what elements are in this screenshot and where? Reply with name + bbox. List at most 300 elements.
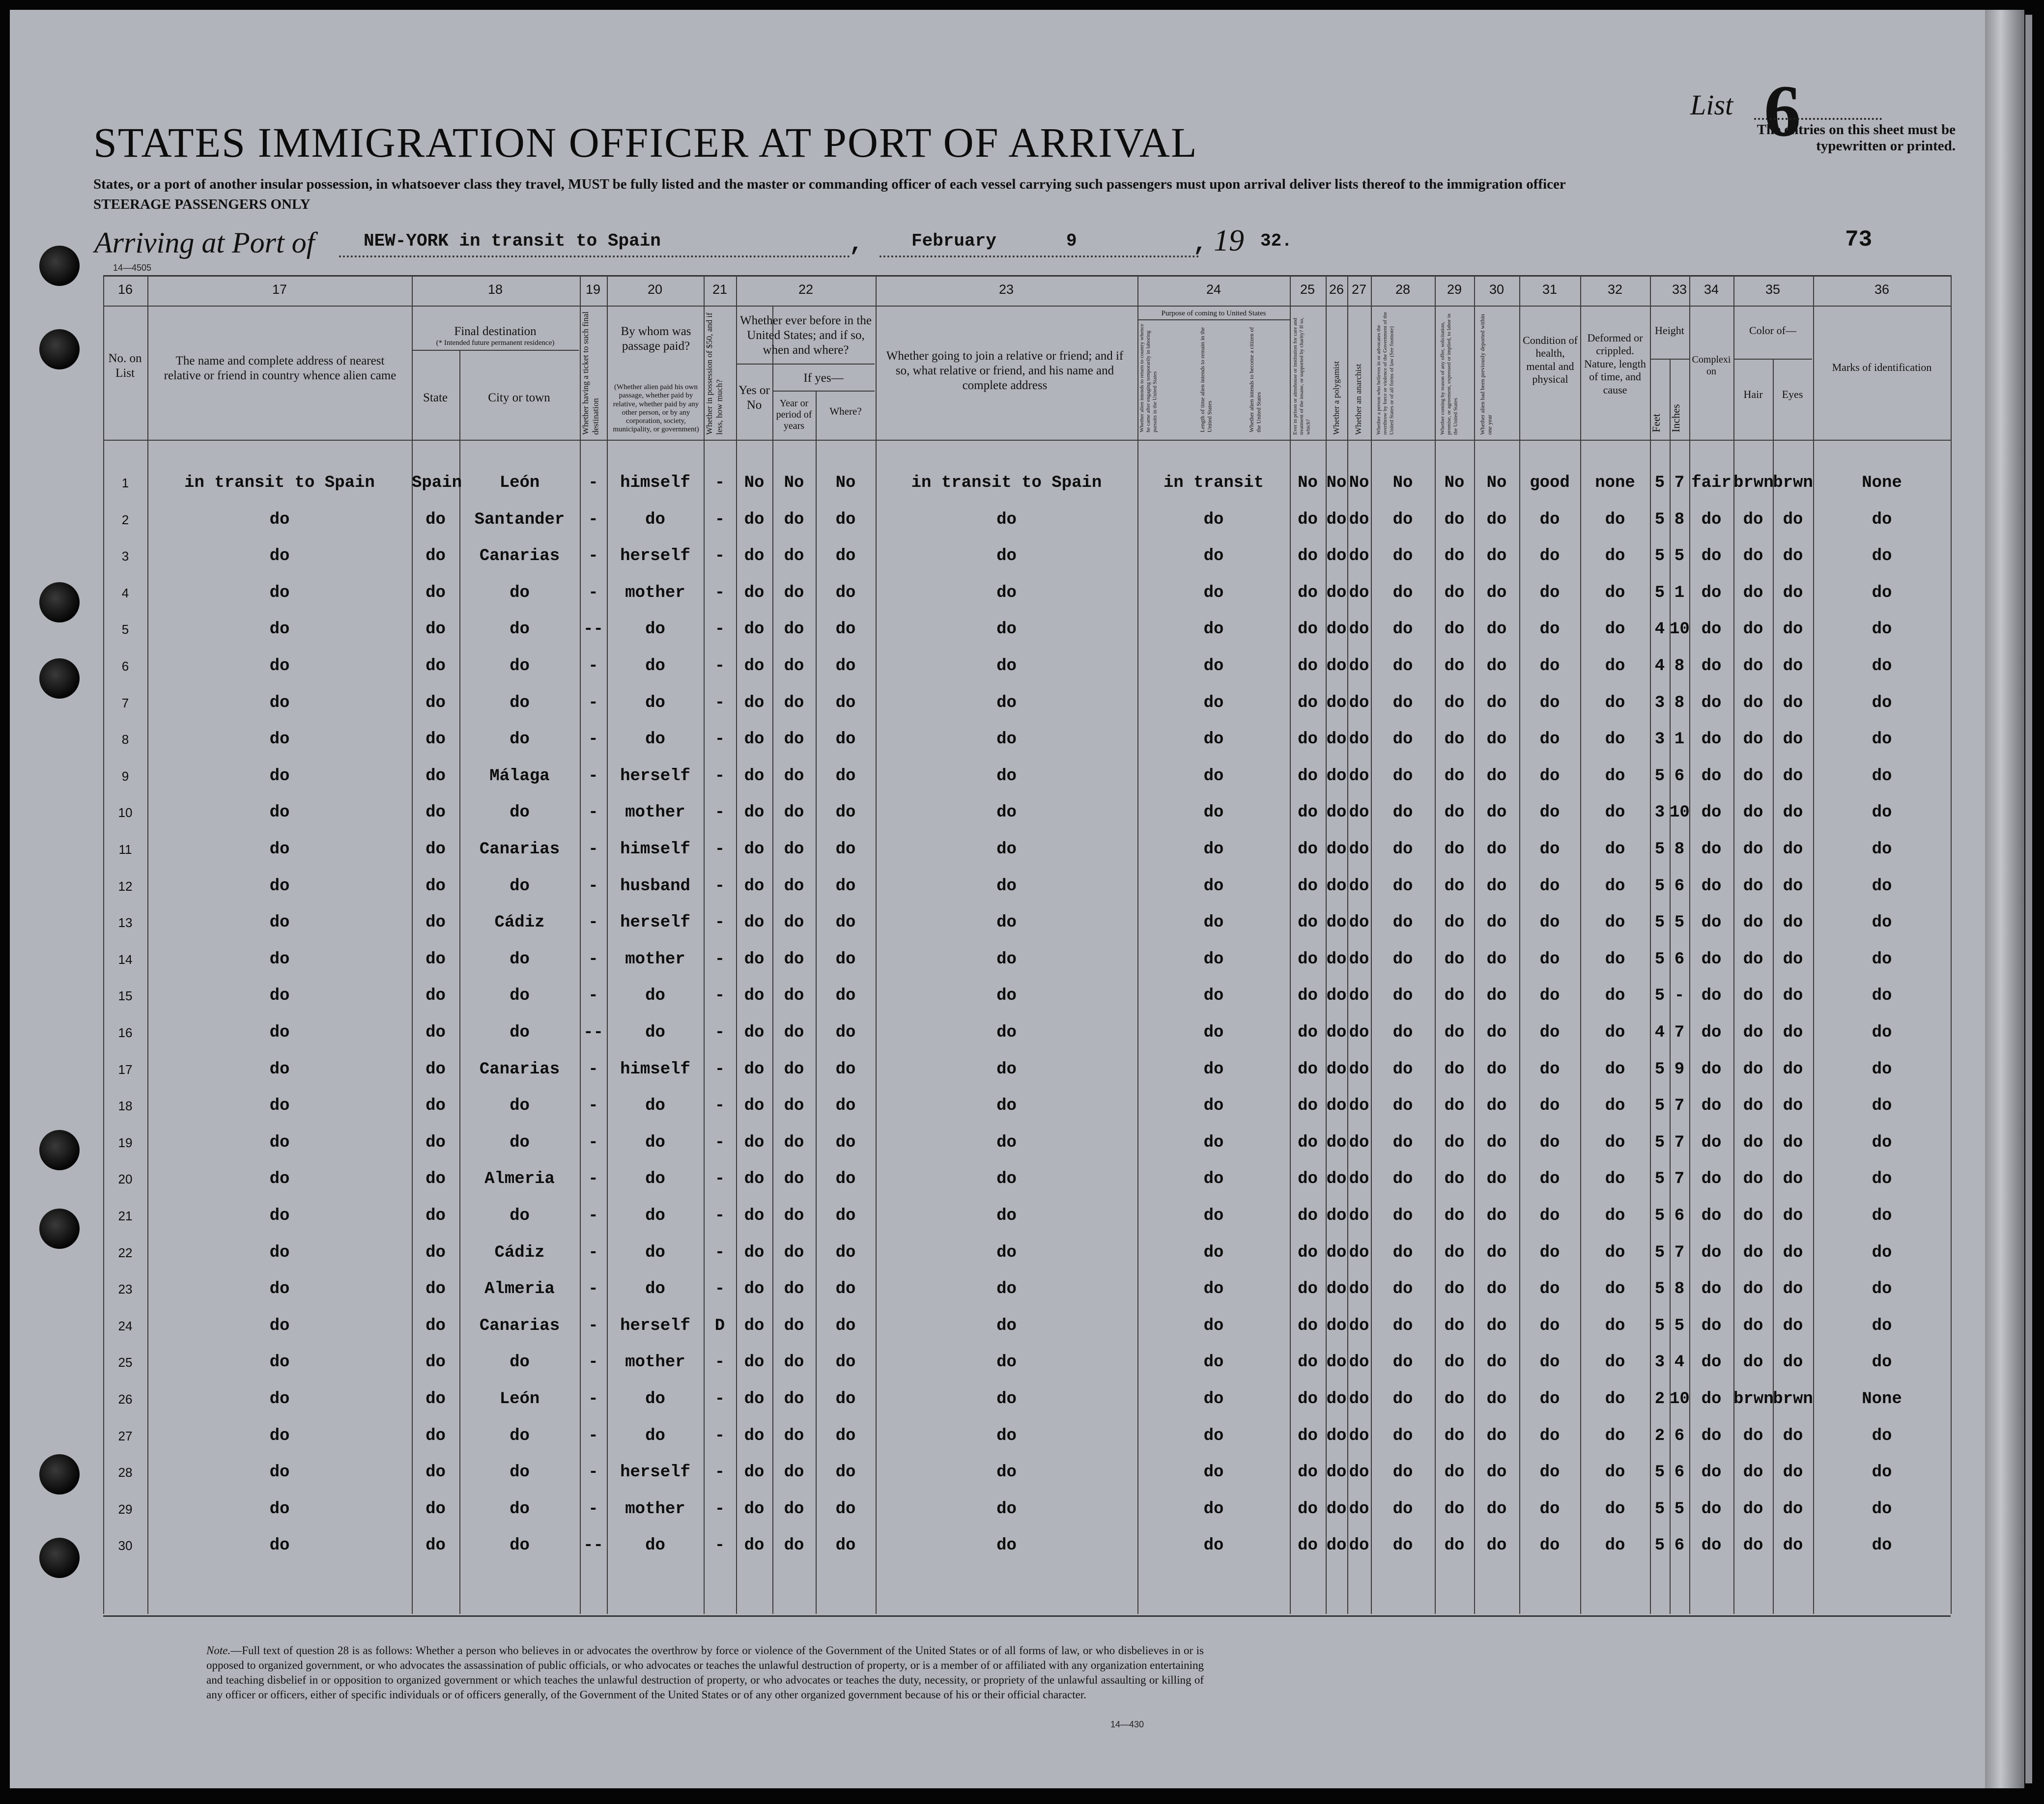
cell-ft: 5 bbox=[1654, 547, 1665, 566]
cell-c29: do bbox=[1444, 1463, 1465, 1482]
cell-c29: do bbox=[1444, 620, 1465, 639]
cell-ft: 5 bbox=[1654, 474, 1665, 492]
cell-c17: do bbox=[269, 510, 290, 529]
cell-c34: do bbox=[1701, 1536, 1722, 1555]
cell-wh: do bbox=[835, 1536, 856, 1555]
cell-c24: do bbox=[1203, 510, 1224, 529]
cell-c17: do bbox=[269, 876, 290, 896]
cell-c30: do bbox=[1486, 1536, 1507, 1555]
cell-state: do bbox=[426, 620, 446, 639]
cell-c28: do bbox=[1392, 1060, 1413, 1079]
cell-c31: do bbox=[1539, 1353, 1560, 1372]
cell-c27: do bbox=[1349, 510, 1369, 529]
cell-c23: do bbox=[996, 1499, 1017, 1519]
cell-c36: do bbox=[1872, 876, 1892, 896]
cell-wh: do bbox=[835, 1243, 856, 1262]
cell-c26: do bbox=[1326, 1133, 1347, 1152]
cell-c31: do bbox=[1539, 1133, 1560, 1152]
header-purpose: Purpose of coming to United States bbox=[1161, 310, 1266, 317]
before-in-us-rule bbox=[737, 364, 875, 365]
cell-c27: do bbox=[1349, 1426, 1369, 1445]
table-row bbox=[0, 1130, 2044, 1155]
cell-state: do bbox=[426, 1499, 446, 1519]
cell-yn: No bbox=[744, 474, 765, 492]
cell-c23: do bbox=[996, 1023, 1017, 1042]
cell-in: 5 bbox=[1674, 1316, 1685, 1335]
header-purpose-length: Length of time alien intends to remain in the United States bbox=[1199, 327, 1213, 432]
cell-c24: do bbox=[1203, 1097, 1224, 1116]
cell-c25: do bbox=[1298, 1060, 1318, 1079]
header-final-destination: Final destination bbox=[454, 325, 537, 338]
cell-c28: No bbox=[1392, 474, 1413, 492]
cell-c34: do bbox=[1701, 547, 1722, 566]
cell-c32: do bbox=[1605, 657, 1625, 676]
cell-yn: do bbox=[744, 1097, 765, 1116]
cell-in: 7 bbox=[1674, 1243, 1685, 1262]
cell-c21: - bbox=[714, 803, 725, 822]
day-value: 9 bbox=[1066, 231, 1077, 251]
header-passage-paid: By whom was passage paid? bbox=[621, 325, 691, 353]
table-row bbox=[0, 1277, 2044, 1301]
cell-c24: do bbox=[1203, 1499, 1224, 1519]
cell-city: do bbox=[510, 657, 530, 676]
cell-city: do bbox=[510, 803, 530, 822]
cell-c31: do bbox=[1539, 1060, 1560, 1079]
cell-c20: himself bbox=[620, 474, 690, 492]
cell-wh: do bbox=[835, 950, 856, 969]
cell-c19: - bbox=[588, 730, 598, 749]
cell-c36: do bbox=[1872, 913, 1892, 932]
table-row bbox=[0, 1424, 2044, 1448]
cell-c17: do bbox=[269, 1536, 290, 1555]
cell-c21: - bbox=[714, 766, 725, 786]
row-number: 4 bbox=[121, 585, 129, 600]
row-number: 15 bbox=[118, 988, 133, 1004]
cell-c36: do bbox=[1872, 1170, 1892, 1189]
table-row bbox=[0, 1387, 2044, 1411]
cell-state: do bbox=[426, 693, 446, 712]
cell-c26: do bbox=[1326, 1097, 1347, 1116]
list-number: 6 bbox=[1764, 70, 1801, 152]
cell-city: do bbox=[510, 620, 530, 639]
cell-c26: do bbox=[1326, 803, 1347, 822]
cell-city: do bbox=[510, 1463, 530, 1482]
cell-c34: do bbox=[1701, 1170, 1722, 1189]
cell-c31: do bbox=[1539, 657, 1560, 676]
cell-c17: do bbox=[269, 1023, 290, 1042]
cell-eyes: do bbox=[1783, 1426, 1803, 1445]
cell-c29: do bbox=[1444, 1499, 1465, 1519]
column-number: 26 bbox=[1329, 282, 1344, 297]
cell-yr: do bbox=[784, 510, 804, 529]
cell-c32: do bbox=[1605, 1243, 1625, 1262]
cell-c36: do bbox=[1872, 1353, 1892, 1372]
cell-c32: do bbox=[1605, 547, 1625, 566]
row-number: 11 bbox=[118, 842, 132, 857]
column-number: 19 bbox=[585, 282, 601, 297]
cell-ft: 5 bbox=[1654, 1499, 1665, 1519]
cell-c21: - bbox=[714, 1023, 725, 1042]
cell-c29: do bbox=[1444, 950, 1465, 969]
cell-c28: do bbox=[1392, 840, 1413, 859]
header-final-destination-note: (* Intended future permanent residence) bbox=[436, 339, 555, 347]
cell-ft: 3 bbox=[1654, 803, 1665, 822]
cell-c21: - bbox=[714, 1060, 725, 1079]
cell-state: do bbox=[426, 1097, 446, 1116]
row-number: 23 bbox=[118, 1282, 133, 1297]
cell-c31: do bbox=[1539, 1170, 1560, 1189]
table-row bbox=[0, 654, 2044, 678]
port-value: NEW-YORK in transit to Spain bbox=[364, 231, 661, 251]
cell-c25: No bbox=[1298, 474, 1318, 492]
cell-c21: - bbox=[714, 510, 725, 529]
cell-yr: do bbox=[784, 1280, 804, 1299]
cell-ft: 5 bbox=[1654, 1207, 1665, 1225]
cell-c32: do bbox=[1605, 1463, 1625, 1482]
cell-c27: do bbox=[1349, 1207, 1369, 1225]
column-number: 18 bbox=[487, 282, 503, 297]
cell-c20: do bbox=[645, 1280, 665, 1299]
cell-eyes: do bbox=[1783, 1316, 1803, 1335]
cell-ft: 5 bbox=[1654, 876, 1665, 896]
arriving-label: Arriving at Port of bbox=[94, 226, 315, 259]
cell-c26: do bbox=[1326, 1023, 1347, 1042]
page-number: 73 bbox=[1845, 227, 1873, 253]
cell-c28: do bbox=[1392, 547, 1413, 566]
cell-eyes: do bbox=[1783, 1536, 1803, 1555]
cell-ft: 5 bbox=[1654, 1463, 1665, 1482]
cell-ft: 5 bbox=[1654, 583, 1665, 602]
cell-c17: do bbox=[269, 1463, 290, 1482]
header-city: City or town bbox=[488, 391, 550, 404]
header-nearest-relative: The name and complete address of nearest relative or friend in country whence alien came bbox=[164, 354, 397, 382]
cell-wh: do bbox=[835, 840, 856, 859]
cell-state: do bbox=[426, 1280, 446, 1299]
cell-hair: brwn bbox=[1733, 474, 1774, 492]
cell-eyes: brwn bbox=[1773, 474, 1813, 492]
cell-c34: do bbox=[1701, 766, 1722, 786]
cell-c27: do bbox=[1349, 1097, 1369, 1116]
cell-yr: do bbox=[784, 620, 804, 639]
cell-c20: mother bbox=[625, 583, 685, 602]
cell-c32: do bbox=[1605, 803, 1625, 822]
cell-c27: do bbox=[1349, 657, 1369, 676]
row-number: 16 bbox=[118, 1025, 133, 1040]
cell-hair: do bbox=[1743, 1060, 1763, 1079]
cell-state: do bbox=[426, 657, 446, 676]
cell-c27: do bbox=[1349, 620, 1369, 639]
cell-hair: do bbox=[1743, 987, 1763, 1006]
cell-c31: do bbox=[1539, 547, 1560, 566]
cell-in: 6 bbox=[1674, 950, 1685, 969]
cell-state: do bbox=[426, 1536, 446, 1555]
cell-c20: do bbox=[645, 1170, 665, 1189]
cell-c27: do bbox=[1349, 583, 1369, 602]
cell-c31: do bbox=[1539, 1243, 1560, 1262]
cell-c17: do bbox=[269, 1280, 290, 1299]
cell-c23: do bbox=[996, 1463, 1017, 1482]
cell-c27: do bbox=[1349, 1499, 1369, 1519]
cell-hair: do bbox=[1743, 1463, 1763, 1482]
cell-city: do bbox=[510, 950, 530, 969]
cell-state: do bbox=[426, 987, 446, 1006]
cell-state: do bbox=[426, 1316, 446, 1335]
cell-c19: - bbox=[588, 1207, 598, 1225]
cell-c32: do bbox=[1605, 1316, 1625, 1335]
cell-c31: do bbox=[1539, 876, 1560, 896]
cell-c34: do bbox=[1701, 950, 1722, 969]
cell-c25: do bbox=[1298, 547, 1318, 566]
cell-in: 6 bbox=[1674, 876, 1685, 896]
table-row bbox=[0, 837, 2044, 862]
cell-c30: do bbox=[1486, 1499, 1507, 1519]
header-purpose-return: Whether alien intends to return to country whence he came after engaging temporarily in laboring pursuits in the United States bbox=[1139, 324, 1158, 432]
row-number: 3 bbox=[121, 549, 129, 564]
cell-c27: No bbox=[1349, 474, 1369, 492]
cell-wh: do bbox=[835, 730, 856, 749]
cell-c30: do bbox=[1486, 766, 1507, 786]
cell-hair: do bbox=[1743, 1023, 1763, 1042]
cell-c24: do bbox=[1203, 693, 1224, 712]
cell-c30: do bbox=[1486, 1390, 1507, 1409]
table-row bbox=[0, 800, 2044, 825]
cell-in: 7 bbox=[1674, 474, 1685, 492]
cell-in: 9 bbox=[1674, 1060, 1685, 1079]
cell-c29: do bbox=[1444, 1060, 1465, 1079]
table-row bbox=[0, 581, 2044, 605]
cell-in: 8 bbox=[1674, 1280, 1685, 1299]
cell-c17: do bbox=[269, 987, 290, 1006]
cell-c29: do bbox=[1444, 1243, 1465, 1262]
cell-c30: do bbox=[1486, 1097, 1507, 1116]
column-number: 35 bbox=[1765, 282, 1781, 297]
cell-city: do bbox=[510, 1097, 530, 1116]
cell-wh: do bbox=[835, 693, 856, 712]
table-row bbox=[0, 507, 2044, 532]
cell-eyes: do bbox=[1783, 1097, 1803, 1116]
cell-c36: do bbox=[1872, 1133, 1892, 1152]
cell-c27: do bbox=[1349, 1060, 1369, 1079]
cell-eyes: do bbox=[1783, 913, 1803, 932]
cell-c28: do bbox=[1392, 987, 1413, 1006]
cell-c32: do bbox=[1605, 913, 1625, 932]
cell-c30: do bbox=[1486, 1133, 1507, 1152]
cell-c30: do bbox=[1486, 1023, 1507, 1042]
table-row bbox=[0, 1314, 2044, 1338]
cell-hair: do bbox=[1743, 950, 1763, 969]
cell-c23: do bbox=[996, 1060, 1017, 1079]
header-ticket: Whether having a ticket to such final destination bbox=[581, 311, 600, 435]
column-number: 21 bbox=[712, 282, 728, 297]
cell-c29: do bbox=[1444, 1353, 1465, 1372]
cell-yn: do bbox=[744, 620, 765, 639]
cell-in: 7 bbox=[1674, 1133, 1685, 1152]
cell-c32: do bbox=[1605, 1170, 1625, 1189]
cell-c25: do bbox=[1298, 583, 1318, 602]
cell-c24: do bbox=[1203, 1426, 1224, 1445]
cell-c28: do bbox=[1392, 1133, 1413, 1152]
header-no-on-list: No. on List bbox=[108, 352, 142, 380]
cell-c20: mother bbox=[625, 950, 685, 969]
cell-state: do bbox=[426, 730, 446, 749]
table-row bbox=[0, 1167, 2044, 1191]
cell-c27: do bbox=[1349, 950, 1369, 969]
cell-c25: do bbox=[1298, 1353, 1318, 1372]
cell-c20: do bbox=[645, 510, 665, 529]
cell-eyes: do bbox=[1783, 1353, 1803, 1372]
cell-c21: - bbox=[714, 1426, 725, 1445]
cell-c17: do bbox=[269, 1170, 290, 1189]
row-number: 30 bbox=[118, 1538, 133, 1553]
cell-ft: 5 bbox=[1654, 987, 1665, 1006]
cell-c31: do bbox=[1539, 510, 1560, 529]
cell-yn: do bbox=[744, 913, 765, 932]
cell-wh: do bbox=[835, 913, 856, 932]
row-number: 24 bbox=[118, 1318, 133, 1333]
cell-c27: do bbox=[1349, 1390, 1369, 1409]
row-number: 29 bbox=[118, 1501, 133, 1517]
cell-c24: do bbox=[1203, 987, 1224, 1006]
table-row bbox=[0, 984, 2044, 1008]
cell-city: León bbox=[499, 1390, 540, 1409]
cell-c28: do bbox=[1392, 693, 1413, 712]
cell-c30: do bbox=[1486, 1353, 1507, 1372]
cell-yn: do bbox=[744, 803, 765, 822]
footnote bbox=[206, 1643, 1204, 1702]
cell-c25: do bbox=[1298, 693, 1318, 712]
cell-in: 6 bbox=[1674, 766, 1685, 786]
cell-c26: do bbox=[1326, 1499, 1347, 1519]
cell-yr: do bbox=[784, 1426, 804, 1445]
cell-hair: do bbox=[1743, 730, 1763, 749]
cell-c31: do bbox=[1539, 730, 1560, 749]
row-number: 25 bbox=[118, 1355, 133, 1370]
cell-state: do bbox=[426, 510, 446, 529]
intro-text bbox=[93, 174, 1715, 214]
cell-c31: do bbox=[1539, 987, 1560, 1006]
cell-c34: do bbox=[1701, 657, 1722, 676]
cell-c20: do bbox=[645, 1207, 665, 1225]
cell-city: do bbox=[510, 1353, 530, 1372]
cell-c19: - bbox=[588, 1170, 598, 1189]
cell-c27: do bbox=[1349, 547, 1369, 566]
row-number: 14 bbox=[118, 952, 133, 967]
cell-c24: do bbox=[1203, 1463, 1224, 1482]
cell-c17: in transit to Spain bbox=[184, 474, 375, 492]
cell-c25: do bbox=[1298, 620, 1318, 639]
cell-c23: do bbox=[996, 1243, 1017, 1262]
cell-c23: do bbox=[996, 876, 1017, 896]
cell-state: do bbox=[426, 1060, 446, 1079]
cell-c25: do bbox=[1298, 1097, 1318, 1116]
cell-in: 5 bbox=[1674, 547, 1685, 566]
if-yes-rule bbox=[772, 391, 875, 392]
cell-c20: herself bbox=[620, 547, 690, 566]
cell-c25: do bbox=[1298, 876, 1318, 896]
cell-c34: do bbox=[1701, 1280, 1722, 1299]
cell-c29: do bbox=[1444, 766, 1465, 786]
cell-c23: do bbox=[996, 657, 1017, 676]
cell-hair: do bbox=[1743, 913, 1763, 932]
cell-c19: - bbox=[588, 766, 598, 786]
header-where: Where? bbox=[829, 405, 862, 417]
header-deported: Whether alien had been previously deported within one year bbox=[1479, 314, 1493, 435]
row-number: 28 bbox=[118, 1465, 133, 1480]
cell-c23: do bbox=[996, 1390, 1017, 1409]
year-prefix: 19 bbox=[1214, 224, 1244, 257]
cell-c25: do bbox=[1298, 1499, 1318, 1519]
cell-c36: do bbox=[1872, 1316, 1892, 1335]
cell-c30: do bbox=[1486, 510, 1507, 529]
cell-c26: No bbox=[1326, 474, 1347, 492]
cell-c19: - bbox=[588, 1243, 598, 1262]
cell-yr: do bbox=[784, 1243, 804, 1262]
cell-c29: do bbox=[1444, 693, 1465, 712]
cell-c32: do bbox=[1605, 510, 1625, 529]
cell-c21: - bbox=[714, 1463, 725, 1482]
cell-c36: None bbox=[1862, 1390, 1902, 1409]
cell-c29: do bbox=[1444, 1536, 1465, 1555]
cell-c25: do bbox=[1298, 1170, 1318, 1189]
cell-yr: do bbox=[784, 1499, 804, 1519]
cell-c26: do bbox=[1326, 620, 1347, 639]
cell-yr: do bbox=[784, 803, 804, 822]
cell-ft: 5 bbox=[1654, 1280, 1665, 1299]
cell-c26: do bbox=[1326, 693, 1347, 712]
cell-c36: do bbox=[1872, 987, 1892, 1006]
table-row bbox=[0, 1020, 2044, 1045]
cell-eyes: do bbox=[1783, 657, 1803, 676]
cell-city: Santander bbox=[474, 510, 565, 529]
cell-c36: do bbox=[1872, 583, 1892, 602]
column-number-rule bbox=[103, 306, 1951, 307]
cell-c31: do bbox=[1539, 1280, 1560, 1299]
cell-c19: - bbox=[588, 693, 598, 712]
cell-c30: do bbox=[1486, 876, 1507, 896]
cell-c36: do bbox=[1872, 950, 1892, 969]
cell-c23: do bbox=[996, 803, 1017, 822]
cell-c29: do bbox=[1444, 1207, 1465, 1225]
cell-c17: do bbox=[269, 1499, 290, 1519]
cell-c26: do bbox=[1326, 950, 1347, 969]
row-number: 12 bbox=[118, 878, 133, 894]
cell-c25: do bbox=[1298, 730, 1318, 749]
cell-in: - bbox=[1674, 987, 1685, 1006]
cell-c17: do bbox=[269, 803, 290, 822]
header-deformed: Deformed or crippled. Nature, length of time, and cause bbox=[1584, 332, 1646, 396]
cell-c36: do bbox=[1872, 1243, 1892, 1262]
column-number: 16 bbox=[117, 282, 133, 297]
cell-c34: do bbox=[1701, 876, 1722, 896]
cell-c23: do bbox=[996, 1536, 1017, 1555]
cell-wh: do bbox=[835, 1463, 856, 1482]
intro-sentence: States, or a port of another insular possession, in whatsoever class they travel, MUST be fully listed and the master or commanding officer of each vessel carrying such passengers must upon arrival deliver lists thereof to the immigration officer bbox=[93, 176, 1566, 192]
cell-wh: do bbox=[835, 876, 856, 896]
cell-ft: 3 bbox=[1654, 1353, 1665, 1372]
cell-c32: do bbox=[1605, 1097, 1625, 1116]
cell-c29: do bbox=[1444, 657, 1465, 676]
row-number: 7 bbox=[121, 695, 129, 710]
header-bottom-rule bbox=[103, 440, 1951, 441]
cell-c25: do bbox=[1298, 1536, 1318, 1555]
cell-yr: do bbox=[784, 913, 804, 932]
header-complexion: Complexion bbox=[1692, 354, 1731, 377]
cell-c19: - bbox=[588, 987, 598, 1006]
cell-c26: do bbox=[1326, 1280, 1347, 1299]
cell-c17: do bbox=[269, 840, 290, 859]
cell-c20: herself bbox=[620, 913, 690, 932]
header-state: State bbox=[423, 391, 448, 404]
